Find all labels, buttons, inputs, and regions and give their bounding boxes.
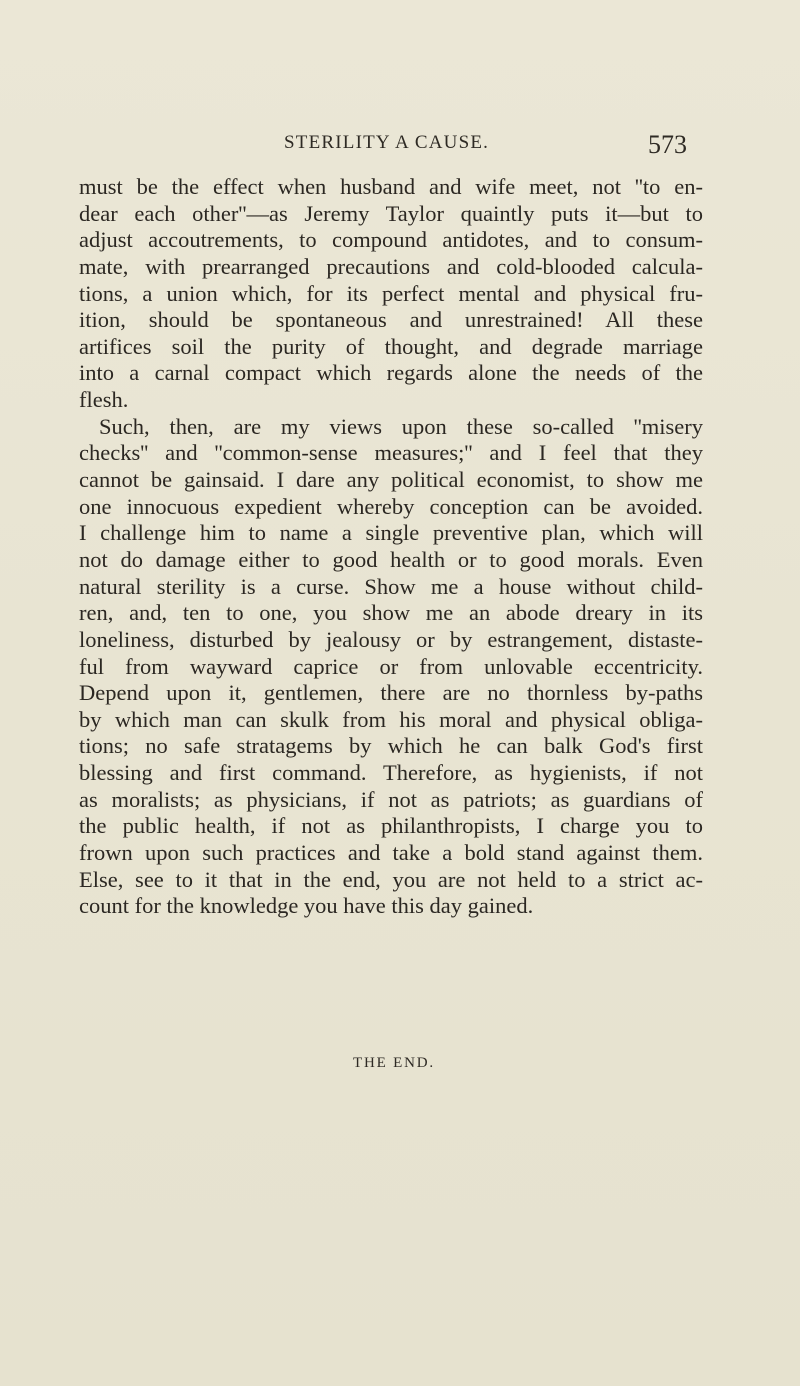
text-line: Else, see to it that in the end, you are not held to a strict ac-: [79, 866, 703, 892]
the-end-caption: [0, 1055, 800, 1072]
text-line: ition, should be spontaneous and unrestrained! All these: [79, 307, 703, 333]
text-line: into a carnal compact which regards alone the needs of the: [79, 360, 703, 386]
text-line: count for the knowledge you have this day gained.: [79, 893, 534, 919]
text-line: not do damage either to good health or to good morals. Even: [79, 546, 703, 572]
text-line: I challenge him to name a single preventive plan, which will: [79, 520, 703, 546]
text-line: frown upon such practices and take a bold stand against them.: [79, 840, 703, 866]
text-line: ren, and, ten to one, you show me an abode dreary in its: [79, 600, 703, 626]
text-line: loneliness, disturbed by jealousy or by estrangement, distaste-: [79, 626, 703, 652]
text-line: as moralists; as physicians, if not as patriots; as guardians of: [79, 786, 703, 812]
text-line: flesh.: [79, 387, 129, 413]
text-line: blessing and first command. Therefore, as hygienists, if not: [79, 760, 703, 786]
page-number: 573: [648, 130, 687, 159]
text-line: ful from wayward caprice or from unlovable eccentricity.: [79, 653, 703, 679]
text-line: tions, a union which, for its perfect mental and physical fru-: [79, 280, 703, 306]
text-line: cannot be gainsaid. I dare any political economist, to show me: [79, 467, 703, 493]
running-title: STERILITY A CAUSE.: [284, 132, 490, 153]
text-line: Such, then, are my views upon these so-called ''misery: [99, 413, 703, 439]
the-end-text: THE END.: [353, 1055, 435, 1071]
text-line: adjust accoutrements, to compound antidotes, and to consum-: [79, 227, 703, 253]
text-line: tions; no safe stratagems by which he can balk God's first: [79, 733, 703, 759]
text-line: must be the effect when husband and wife meet, not ''to en-: [79, 174, 703, 199]
text-line: Depend upon it, gentlemen, there are no thornless by-paths: [79, 680, 703, 706]
body-text: [79, 174, 703, 920]
text-line: dear each other''—as Jeremy Taylor quaintly puts it—but to: [79, 200, 703, 226]
text-line: by which man can skulk from his moral and physical obliga-: [79, 706, 703, 732]
text-line: one innocuous expedient whereby conception can be avoided.: [79, 493, 703, 519]
text-line: natural sterility is a curse. Show me a house without child-: [79, 573, 703, 599]
text-line: checks'' and ''common-sense measures;'' and I feel that they: [79, 440, 703, 466]
text-line: the public health, if not as philanthropists, I charge you to: [79, 813, 703, 839]
text-line: artifices soil the purity of thought, and degrade marriage: [79, 333, 703, 359]
running-head: [0, 130, 800, 160]
text-line: mate, with prearranged precautions and cold-blooded calcula-: [79, 253, 703, 279]
